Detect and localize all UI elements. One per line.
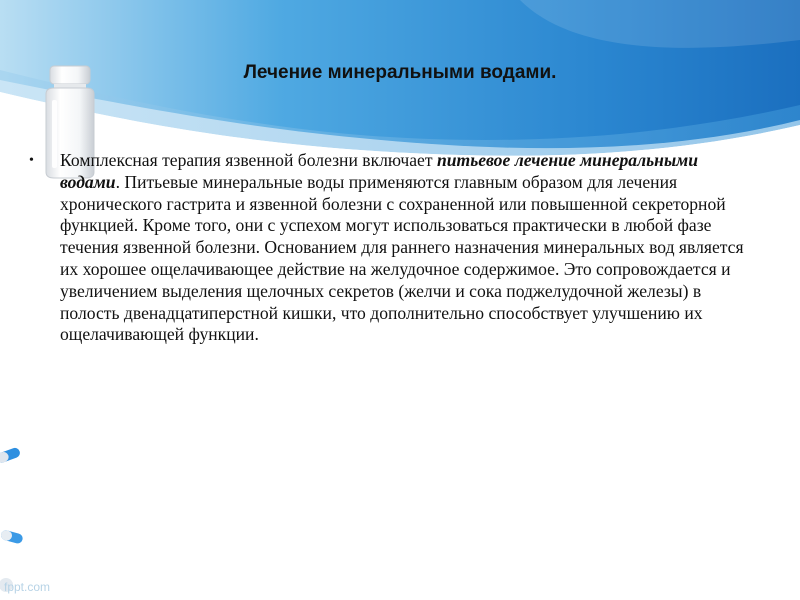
capsule-icon <box>0 420 30 600</box>
header-background <box>0 0 800 170</box>
paragraph-intro: Комплексная терапия язвенной болезни включает <box>60 150 437 170</box>
body-paragraph <box>60 150 760 346</box>
paragraph-rest: . Питьевые минеральные воды применяются главным образом для лечения хронического гастрита и язвенной болезни с сохраненной или повышенной секреторной функцией. Кроме того, они с успехом могут использоваться практически в любой фазе течения язвенной болезни. Основанием для раннего назначения минеральных вод является их хорошее ощелачивающее действие на желудочное содержимое. Это сопровождается и увеличением выделения щелочных секретов (желчи и сока поджелудочной железы) в полость двенадцатиперстной кишки, что дополнительно способствует улучшению их ощелачивающей функции. <box>60 171 744 345</box>
watermark: fppt.com <box>4 580 51 594</box>
paragraph-emphasis: питьевое лечение минеральными водами <box>60 150 698 192</box>
bullet-marker: • <box>29 153 34 168</box>
slide-title: Лечение минеральными водами. <box>243 62 557 83</box>
